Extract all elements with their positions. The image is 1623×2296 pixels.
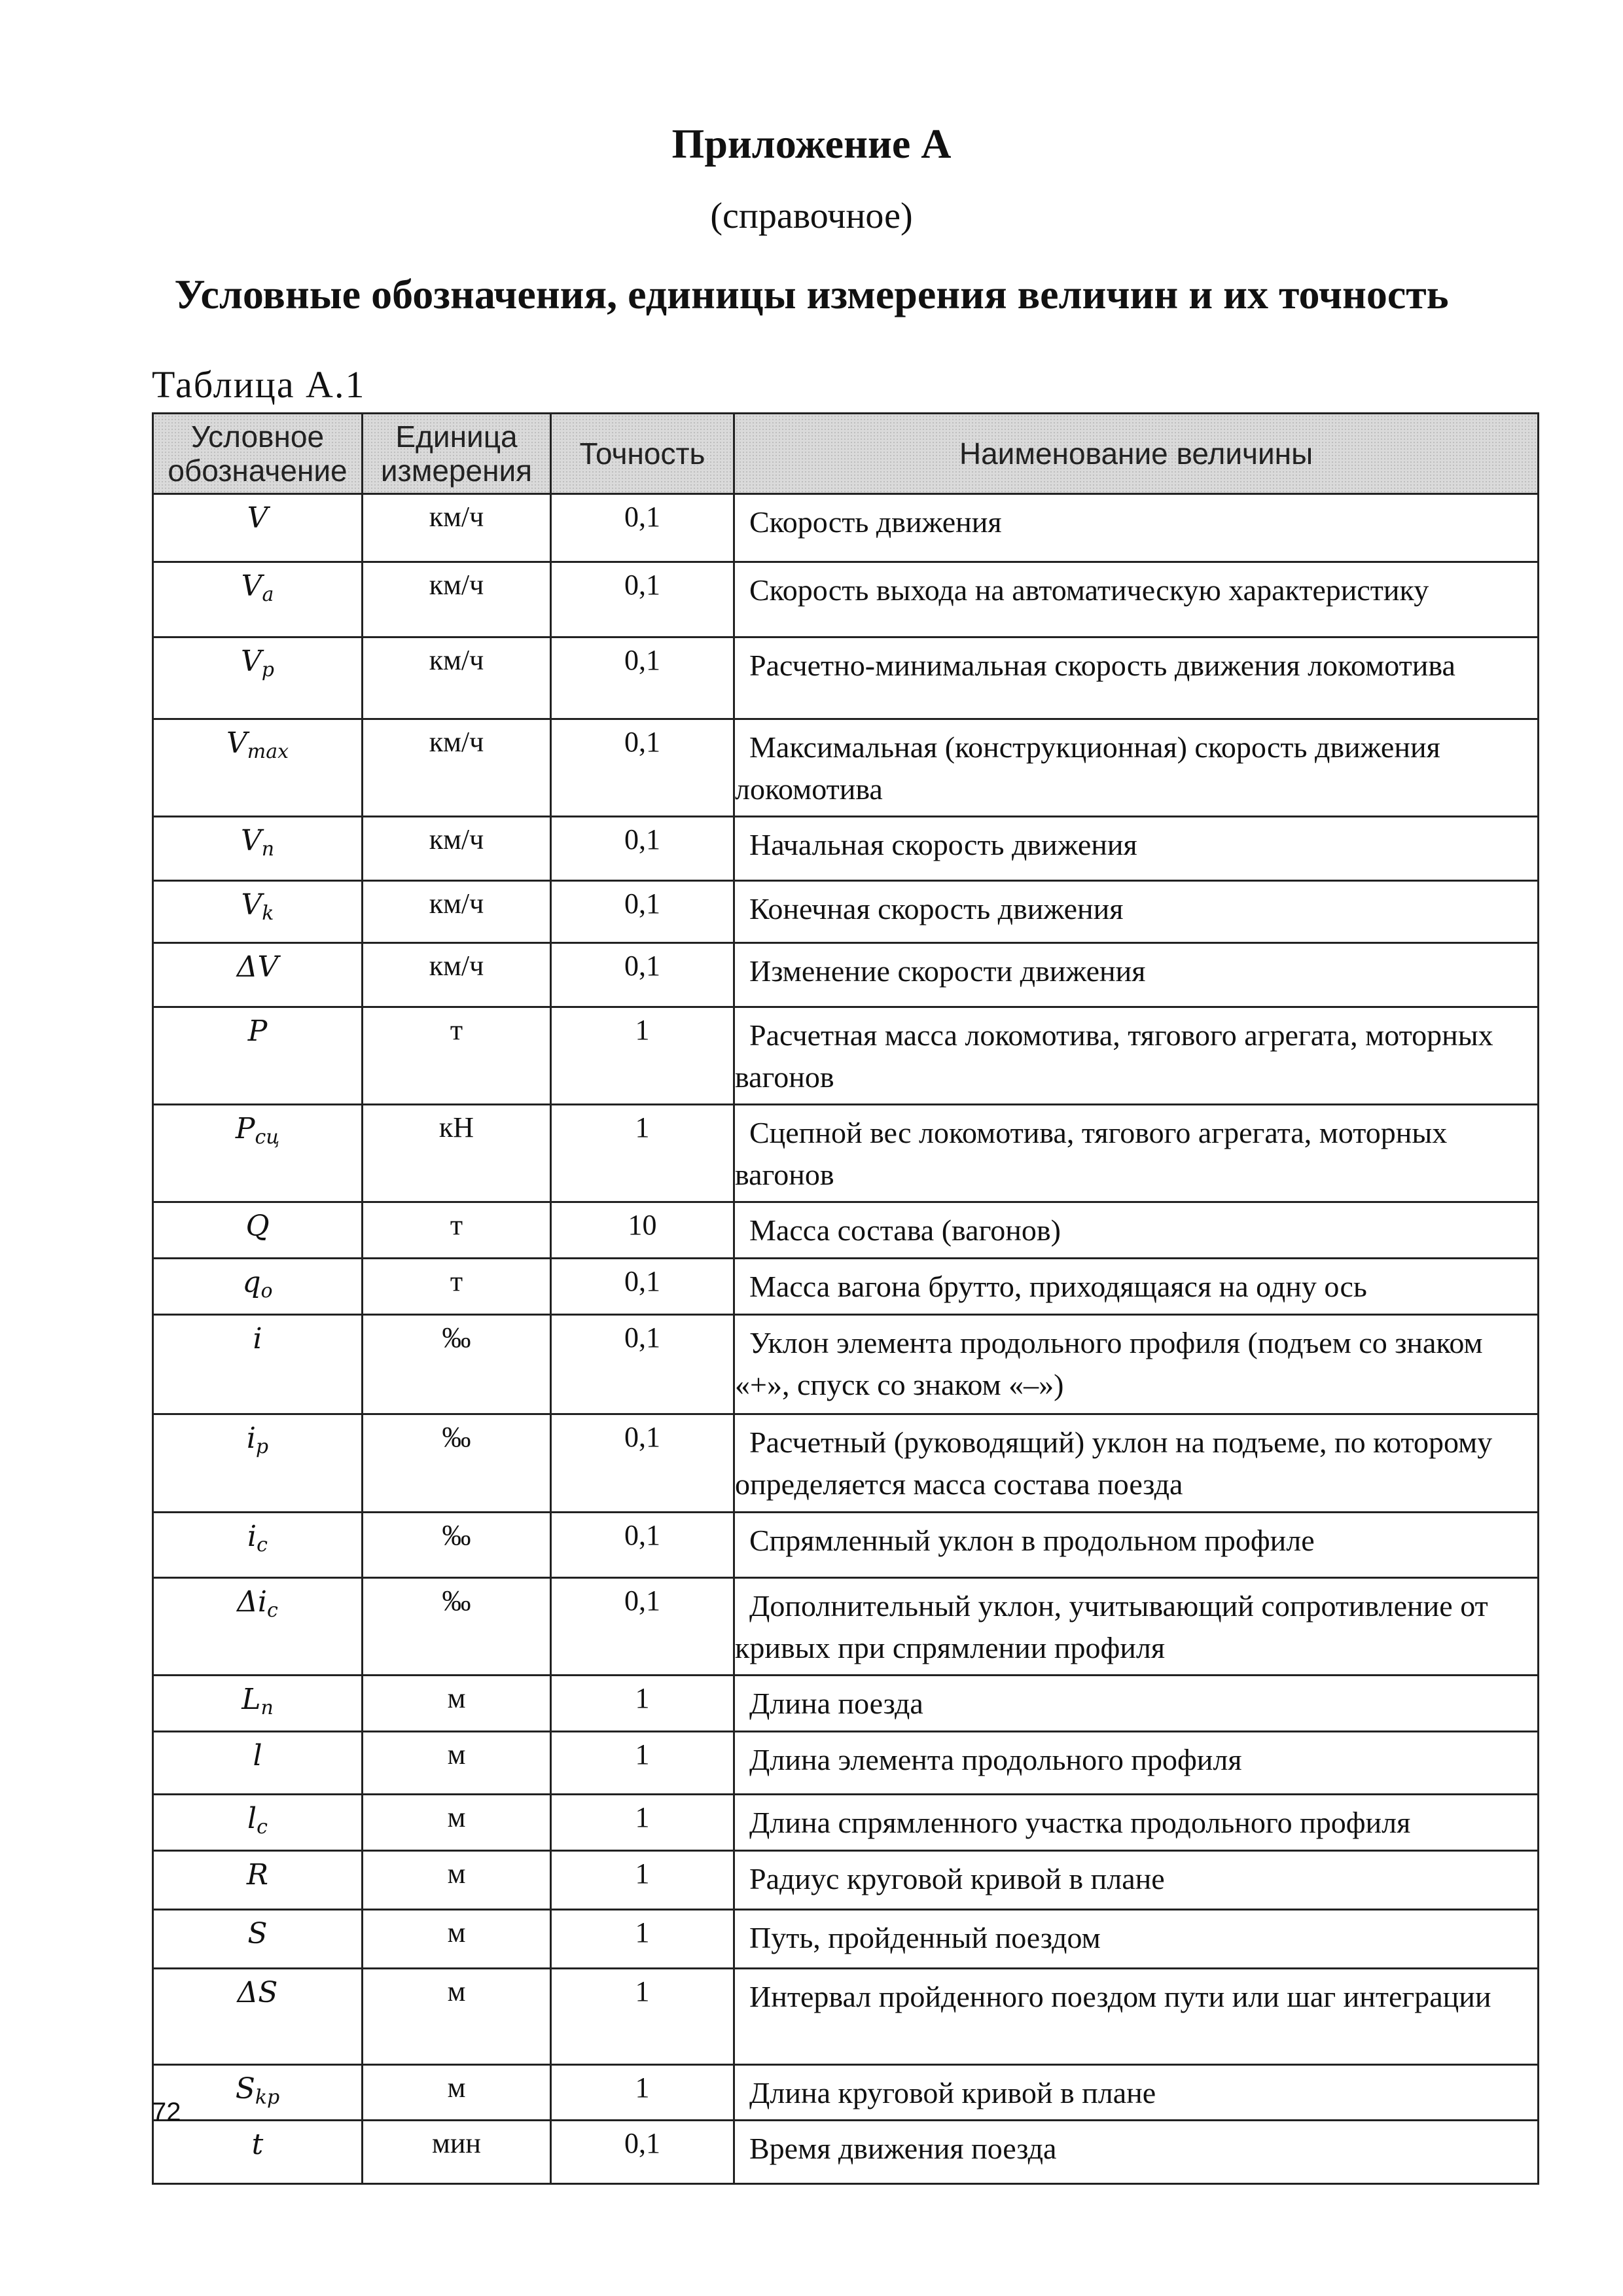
- precision-cell: 0,1: [551, 817, 734, 881]
- symbol-cell: [153, 1105, 363, 1202]
- symbol-subscript: n: [260, 1696, 274, 1719]
- precision-cell: 0,1: [551, 1259, 734, 1315]
- symbol-subscript: сц: [255, 1126, 280, 1149]
- symbol-main: V: [241, 888, 262, 922]
- table-row: [153, 637, 1539, 719]
- precision-cell: 0,1: [551, 562, 734, 637]
- symbol-cell: [153, 817, 363, 881]
- table-row: [153, 1105, 1539, 1202]
- symbol-cell: [153, 1732, 363, 1795]
- symbol-main: i: [247, 1520, 257, 1553]
- symbol-main: i: [246, 1422, 256, 1455]
- precision-cell: 0,1: [551, 1578, 734, 1676]
- precision-cell: 1: [551, 1851, 734, 1910]
- precision-cell: 0,1: [551, 637, 734, 719]
- header-name: Наименование величины: [734, 414, 1539, 494]
- quantity-name-cell: Путь, пройденный поездом: [734, 1910, 1539, 1969]
- symbol-main: V: [226, 726, 247, 760]
- quantity-name-cell: Длина круговой кривой в плане: [734, 2065, 1539, 2121]
- table-row: [153, 943, 1539, 1007]
- table-row: [153, 494, 1539, 562]
- symbol-subscript: c: [267, 1599, 278, 1622]
- table-row: [153, 1910, 1539, 1969]
- table-row: [153, 1676, 1539, 1732]
- symbol-subscript: o: [260, 1280, 273, 1302]
- precision-cell: 1: [551, 1105, 734, 1202]
- quantity-name-cell: Скорость выхода на автоматическую характеристику: [734, 562, 1539, 637]
- symbol-subscript: max: [247, 740, 289, 763]
- symbol-cell: [153, 1315, 363, 1414]
- precision-cell: 1: [551, 1676, 734, 1732]
- symbol-main: q: [242, 1266, 261, 1299]
- table-header-row: [153, 414, 1539, 494]
- quantity-name-cell: Сцепной вес локомотива, тягового агрегата, моторных вагонов: [734, 1105, 1539, 1202]
- quantity-name-cell: Конечная скорость движения: [734, 881, 1539, 943]
- symbol-subscript: c: [257, 1534, 268, 1556]
- symbol-cell: [153, 1259, 363, 1315]
- table-row: [153, 1969, 1539, 2065]
- symbol-main: i: [253, 1322, 262, 1355]
- page-number: 72: [152, 2098, 181, 2126]
- symbol-subscript: a: [262, 583, 274, 606]
- quantity-name-cell: Длина элемента продольного профиля: [734, 1732, 1539, 1795]
- symbol-cell: [153, 1969, 363, 2065]
- unit-cell: мин: [363, 2121, 551, 2184]
- quantity-name-cell: Скорость движения: [734, 494, 1539, 562]
- symbol-cell: [153, 1676, 363, 1732]
- precision-cell: 10: [551, 1202, 734, 1259]
- symbol-cell: [153, 562, 363, 637]
- symbol-main: Δi: [237, 1585, 268, 1619]
- unit-cell: т: [363, 1259, 551, 1315]
- symbol-cell: [153, 881, 363, 943]
- symbol-subscript: p: [261, 658, 274, 681]
- precision-cell: 1: [551, 1910, 734, 1969]
- quantity-name-cell: Время движения поезда: [734, 2121, 1539, 2184]
- quantity-name-cell: Масса вагона брутто, приходящаяся на одну ось: [734, 1259, 1539, 1315]
- unit-cell: кН: [363, 1105, 551, 1202]
- precision-cell: 0,1: [551, 881, 734, 943]
- unit-cell: м: [363, 1851, 551, 1910]
- symbol-main: P: [235, 1112, 255, 1145]
- table-row: [153, 1202, 1539, 1259]
- symbol-cell: [153, 1910, 363, 1969]
- symbol-main: t: [251, 2128, 264, 2161]
- symbol-main: V: [241, 569, 262, 603]
- symbol-cell: [153, 1513, 363, 1578]
- table-row: [153, 719, 1539, 817]
- section-heading: Условные обозначения, единицы измерения величин и их точность: [174, 271, 1449, 317]
- unit-cell: м: [363, 1910, 551, 1969]
- header-precision: Точность: [551, 414, 734, 494]
- table-row: [153, 1851, 1539, 1910]
- symbol-main: Q: [245, 1210, 270, 1243]
- unit-cell: ‰: [363, 1315, 551, 1414]
- quantity-name-cell: Максимальная (конструкционная) скорость движения локомотива: [734, 719, 1539, 817]
- symbol-cell: [153, 943, 363, 1007]
- table-row: [153, 1795, 1539, 1851]
- unit-cell: м: [363, 1676, 551, 1732]
- precision-cell: 1: [551, 1795, 734, 1851]
- precision-cell: 1: [551, 1007, 734, 1105]
- table-body: [153, 494, 1539, 2184]
- table-row: [153, 1578, 1539, 1676]
- table-row: [153, 2065, 1539, 2121]
- unit-cell: м: [363, 2065, 551, 2121]
- precision-cell: 0,1: [551, 1315, 734, 1414]
- quantity-name-cell: Расчетно-минимальная скорость движения локомотива: [734, 637, 1539, 719]
- table-row: [153, 1513, 1539, 1578]
- symbol-main: S: [235, 2072, 255, 2106]
- precision-cell: 0,1: [551, 2121, 734, 2184]
- table-row: [153, 1414, 1539, 1513]
- symbol-main: L: [241, 1683, 261, 1716]
- table-row: [153, 817, 1539, 881]
- symbol-subscript: p: [255, 1435, 269, 1458]
- table-row: [153, 1732, 1539, 1795]
- symbol-cell: [153, 1795, 363, 1851]
- quantity-name-cell: Радиус круговой кривой в плане: [734, 1851, 1539, 1910]
- precision-cell: 0,1: [551, 1513, 734, 1578]
- symbol-subscript: kp: [255, 2086, 280, 2109]
- header-symbol-line2: обозначение: [168, 454, 348, 488]
- precision-cell: 1: [551, 1969, 734, 2065]
- symbol-cell: [153, 1202, 363, 1259]
- quantity-name-cell: Длина спрямленного участка продольного профиля: [734, 1795, 1539, 1851]
- symbol-cell: [153, 1414, 363, 1513]
- unit-cell: км/ч: [363, 562, 551, 637]
- unit-cell: км/ч: [363, 719, 551, 817]
- quantity-name-cell: Расчетный (руководящий) уклон на подъеме, по которому определяется масса состава поезда: [734, 1414, 1539, 1513]
- unit-cell: т: [363, 1007, 551, 1105]
- quantity-name-cell: Масса состава (вагонов): [734, 1202, 1539, 1259]
- unit-cell: км/ч: [363, 637, 551, 719]
- quantity-name-cell: Интервал пройденного поездом пути или шаг интеграции: [734, 1969, 1539, 2065]
- symbol-main: V: [240, 824, 262, 857]
- unit-cell: т: [363, 1202, 551, 1259]
- symbol-subscript: k: [262, 902, 274, 925]
- table-row: [153, 881, 1539, 943]
- unit-cell: ‰: [363, 1578, 551, 1676]
- symbol-cell: [153, 719, 363, 817]
- symbol-main: ΔV: [236, 950, 279, 984]
- symbol-cell: [153, 2065, 363, 2121]
- precision-cell: 0,1: [551, 943, 734, 1007]
- symbol-cell: [153, 1007, 363, 1105]
- precision-cell: 1: [551, 2065, 734, 2121]
- table-caption: Таблица А.1: [152, 363, 366, 406]
- precision-cell: 0,1: [551, 494, 734, 562]
- table-row: [153, 1259, 1539, 1315]
- symbol-main: V: [247, 501, 268, 535]
- symbol-subscript: c: [257, 1816, 268, 1839]
- quantity-name-cell: Изменение скорости движения: [734, 943, 1539, 1007]
- unit-cell: км/ч: [363, 881, 551, 943]
- header-unit-line1: Единица: [395, 420, 518, 454]
- symbol-cell: [153, 1851, 363, 1910]
- quantity-name-cell: Дополнительный уклон, учитывающий сопротивление от кривых при спрямлении профиля: [734, 1578, 1539, 1676]
- precision-cell: 0,1: [551, 719, 734, 817]
- quantity-name-cell: Уклон элемента продольного профиля (подъем со знаком «+», спуск со знаком «–»): [734, 1315, 1539, 1414]
- precision-cell: 0,1: [551, 1414, 734, 1513]
- header-unit: [363, 414, 551, 494]
- unit-cell: км/ч: [363, 494, 551, 562]
- unit-cell: м: [363, 1969, 551, 2065]
- symbol-main: V: [241, 645, 262, 678]
- header-symbol-line1: Условное: [190, 420, 325, 454]
- unit-cell: м: [363, 1732, 551, 1795]
- quantity-name-cell: Расчетная масса локомотива, тягового агрегата, моторных вагонов: [734, 1007, 1539, 1105]
- symbols-table: [152, 412, 1539, 2185]
- quantity-name-cell: Начальная скорость движения: [734, 817, 1539, 881]
- unit-cell: ‰: [363, 1414, 551, 1513]
- quantity-name-cell: Длина поезда: [734, 1676, 1539, 1732]
- unit-cell: ‰: [363, 1513, 551, 1578]
- symbol-main: l: [253, 1739, 262, 1772]
- table-row: [153, 1007, 1539, 1105]
- symbol-cell: [153, 2121, 363, 2184]
- table-row: [153, 2121, 1539, 2184]
- symbol-cell: [153, 1578, 363, 1676]
- table-row: [153, 1315, 1539, 1414]
- precision-cell: 1: [551, 1732, 734, 1795]
- symbol-main: ΔS: [237, 1976, 278, 2009]
- symbol-cell: [153, 494, 363, 562]
- header-symbol: [153, 414, 363, 494]
- appendix-title: Приложение А: [671, 120, 952, 167]
- symbol-subscript: n: [261, 838, 275, 861]
- symbol-main: S: [247, 1917, 268, 1950]
- appendix-subtitle: (справочное): [710, 196, 913, 236]
- symbol-main: l: [247, 1802, 257, 1835]
- symbol-main: P: [247, 1014, 268, 1048]
- header-unit-line2: измерения: [380, 454, 533, 488]
- unit-cell: м: [363, 1795, 551, 1851]
- table-row: [153, 562, 1539, 637]
- quantity-name-cell: Спрямленный уклон в продольном профиле: [734, 1513, 1539, 1578]
- symbol-cell: [153, 637, 363, 719]
- unit-cell: км/ч: [363, 817, 551, 881]
- unit-cell: км/ч: [363, 943, 551, 1007]
- symbol-main: R: [246, 1858, 269, 1892]
